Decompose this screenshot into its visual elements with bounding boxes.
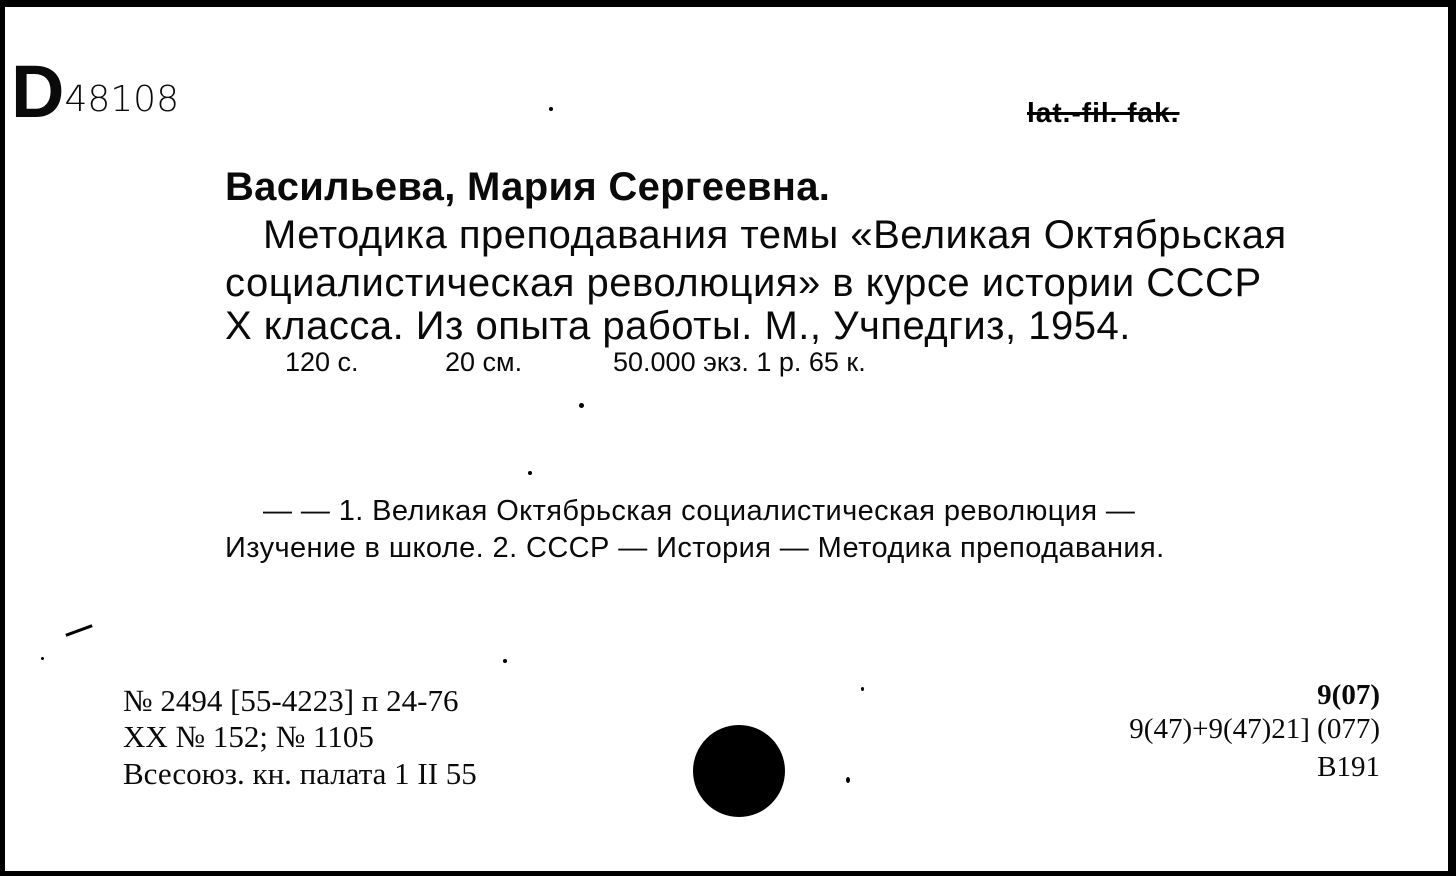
call-number-letter: D xyxy=(11,50,63,133)
subjects-line-1: — — 1. Великая Октябрьская социалистическая революция — xyxy=(263,495,1136,527)
pages: 120 с. xyxy=(285,347,359,377)
speck xyxy=(528,471,532,475)
classification-line-2: 9(47)+9(47)21] (077) xyxy=(1129,713,1380,745)
ink-mark xyxy=(65,624,92,636)
speck xyxy=(549,107,553,111)
speck xyxy=(41,657,44,660)
faculty-stamp: lat.-fil. fak. xyxy=(1027,97,1180,128)
speck xyxy=(861,687,864,691)
footer-line-1: № 2494 [55-4223] п 24-76 xyxy=(123,683,459,718)
footer-line-3: Всесоюз. кн. палата 1 II 55 xyxy=(123,756,477,791)
classification-line-1: 9(07) xyxy=(1317,679,1380,711)
speck xyxy=(846,777,850,783)
call-number xyxy=(11,50,179,133)
author-heading: Васильева, Мария Сергеевна. xyxy=(225,165,831,209)
title-line-2: социалистическая революция» в курсе истории СССР xyxy=(225,261,1262,305)
classification-line-3: B191 xyxy=(1317,751,1380,783)
footer-line-2: XX № 152; № 1105 xyxy=(123,719,374,754)
speck xyxy=(503,659,507,663)
subjects-line-2: Изучение в школе. 2. СССР — История — Методика преподавания. xyxy=(225,532,1165,564)
title-line-1: Методика преподавания темы «Великая Октябрьская xyxy=(263,213,1287,257)
call-number-digits: 48108 xyxy=(64,79,179,120)
size: 20 см. xyxy=(445,347,523,377)
punch-hole xyxy=(693,725,785,817)
title-line-3: X класса. Из опыта работы. М., Учпедгиз, 1954. xyxy=(225,304,1131,348)
speck xyxy=(579,403,584,408)
print-run-price: 50.000 экз. 1 р. 65 к. xyxy=(613,347,866,377)
